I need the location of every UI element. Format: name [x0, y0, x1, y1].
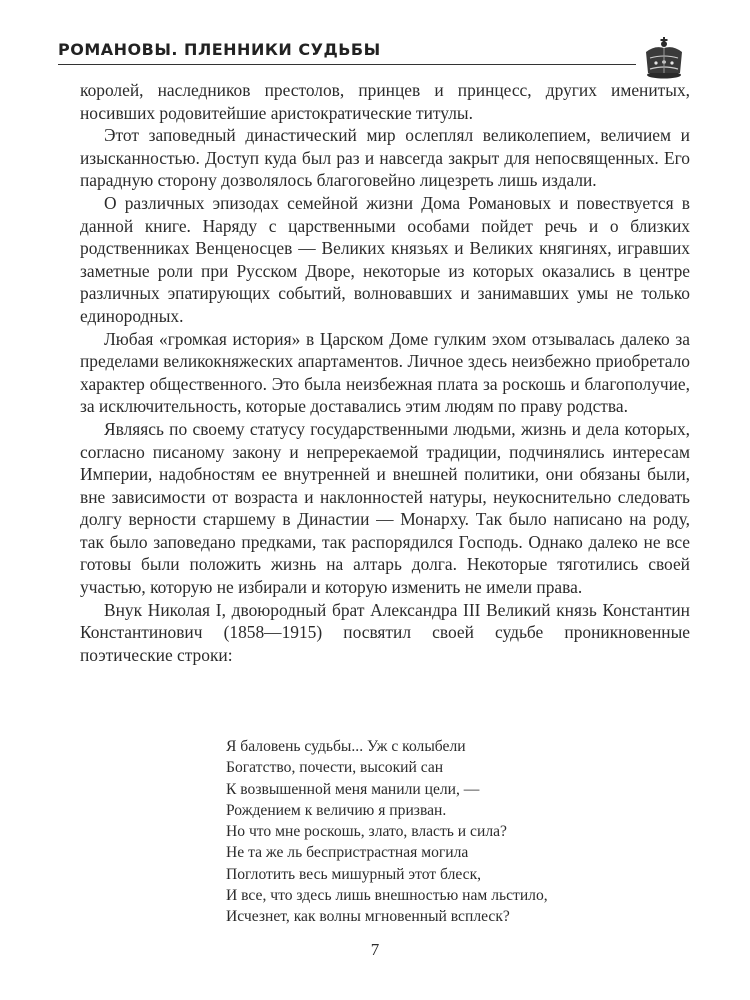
main-text — [80, 79, 690, 666]
poem-line: К возвышенной меня манили цели, — — [226, 780, 480, 798]
crown-icon — [640, 36, 688, 80]
paragraph: Являясь по своему статусу государственными людьми, жизнь и дела которых, согласно писаному закону и непререкаемой традиции, подчинялись интересам Империи, надобностям ее внутренней и внешней политики, они обязаны были, вне зависимости от возраста и наклонностей натуры, неукоснительно следовать долгу верности старшему в Династии — Монарху. Так было написано на роду, так было заповедано предками, так распорядился Господь. Однако далеко не все готовы были положить жизнь на алтарь долга. Некоторые тяготились своей участью, которую не избирали и которую изменить не имели права. — [80, 418, 690, 598]
paragraph: Внук Николая I, двоюродный брат Александра III Великий князь Константин Константинович (1858—1915) посвятил своей судьбе проникновенные поэтические строки: — [80, 599, 690, 665]
poem-line: Не та же ль беспристрастная могила — [226, 844, 469, 862]
page-number: 7 — [370, 940, 380, 959]
poem-line: Поглотить весь мишурный этот блеск, — [226, 865, 482, 883]
running-header — [58, 36, 690, 76]
poem-line: Я баловень судьбы... Уж с колыбели — [226, 738, 466, 755]
paragraph: О различных эпизодах семейной жизни Дома Романовых и повествуется в данной книге. Наряду с царственными особами пойдет речь и о близких родственниках Венценосцев — Великих князьях и Великих княгинях, игравших заметные роли при Русском Дворе, некоторые из которых оказались в центре различных эпатирующих событий, волновавших и занимавших умы не только единородных. — [80, 192, 690, 326]
header-title: РОМАНОВЫ. ПЛЕННИКИ СУДЬБЫ — [58, 40, 381, 59]
poem-stanza — [226, 736, 626, 928]
poem-line: И все, что здесь лишь внешностью нам льстило, — [226, 887, 548, 905]
poem-line: Рождением к величию я призван. — [226, 801, 447, 819]
paragraph: Любая «громкая история» в Царском Доме гулким эхом отзывалась далеко за пределами великокняжеских апартаментов. Личное здесь неизбежно приобретало характер общественного. Это была неизбежная плата за роскошь и благополучие, за исключительность, которые доставались этим людям по праву родства. — [80, 328, 690, 417]
poem-line: Но что мне роскошь, злато, власть и сила? — [226, 823, 507, 841]
poem-line: Исчезнет, как волны мгновенный всплеск? — [226, 908, 510, 926]
header-divider — [58, 64, 636, 65]
paragraph: королей, наследников престолов, принцев и принцесс, других именитых, носивших родовитейшие аристократические титулы. — [80, 80, 690, 123]
paragraph: Этот заповедный династический мир ослеплял великолепием, величием и изысканностью. Доступ куда был раз и навсегда закрыт для непосвященных. Его парадную сторону дозволялось благоговейно лицезреть лишь издали. — [80, 125, 690, 191]
poem-line: Богатство, почести, высокий сан — [226, 759, 444, 777]
